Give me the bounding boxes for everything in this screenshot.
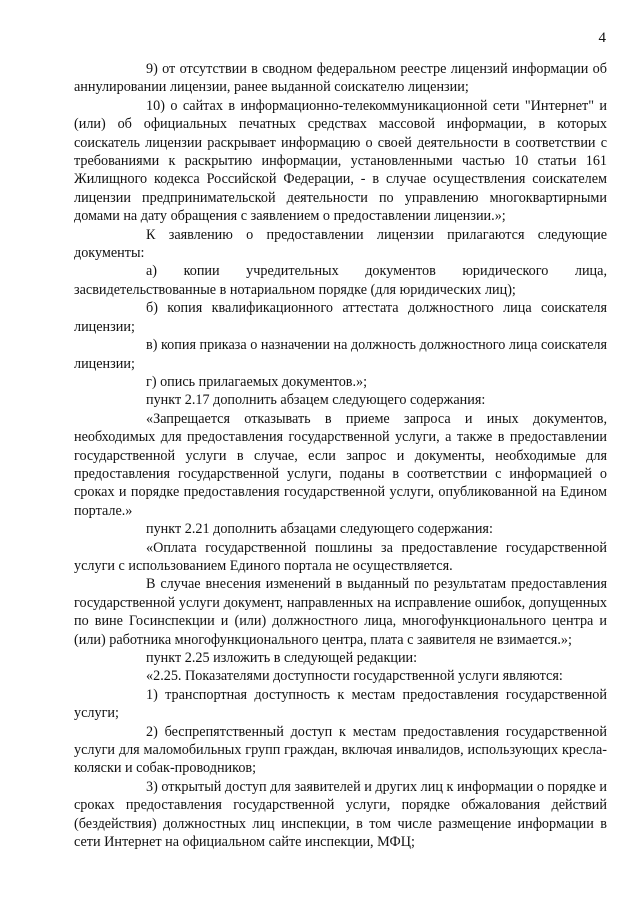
paragraph-attachment-b: б) копия квалификационного аттестата должностного лица соискателя лицензии; <box>74 300 607 335</box>
paragraph-indicator-3: 3) открытый доступ для заявителей и других лиц к информации о порядке и сроках предоставления государственной услуги, порядке обжалования действий (бездействия) должностных лиц инспекции, в том числе размещение информации в сети Интернет на официальном сайте инспекции, МФЦ; <box>74 778 607 851</box>
document-body <box>74 60 607 851</box>
paragraph-item-9: 9) от отсутствии в сводном федеральном реестре лицензий информации об аннулировании лицензии, ранее выданной соискателю лицензии; <box>74 61 607 96</box>
paragraph-clause-2-21: пункт 2.21 дополнить абзацами следующего содержания: <box>146 521 493 538</box>
paragraph-clause-2-17: пункт 2.17 дополнить абзацем следующего содержания: <box>146 392 486 409</box>
paragraph-attachment-c: в) копия приказа о назначении на должность должностного лица соискателя лицензии; <box>74 337 607 372</box>
page-number: 4 <box>598 30 606 46</box>
paragraph-attachment-d: г) опись прилагаемых документов.»; <box>146 373 368 390</box>
paragraph-clause-2-25: пункт 2.25 изложить в следующей редакции: <box>146 650 418 666</box>
paragraph-indicator-1: 1) транспортная доступность к местам предоставления государственной услуги; <box>74 686 607 722</box>
paragraph-clause-2-21-text-2: В случае внесения изменений в выданный по результатам предоставления государственной услуги документ, направленных на исправление ошибок, допущенных по вине Госинспекции и (или) должностного лица, многофункционального центра и (или) работника многофункционального центра, плата с заявителя не взимается.»; <box>74 576 607 648</box>
paragraph-attachment-a: а) копии учредительных документов юридического лица, засвидетельствованные в нотариальном порядке (для юридических лиц); <box>74 263 607 298</box>
paragraph-clause-2-25-heading: «2.25. Показателями доступности государственной услуги являются: <box>146 668 563 685</box>
paragraph-clause-2-17-text: «Запрещается отказывать в приеме запроса и иных документов, необходимых для предоставления государственной услуги, а также в предоставлении государственной услуги в случае, если запрос и документы, необходимые для предоставления государственной услуги, поданы в соответствии с информацией о сроках и порядке предоставления государственной услуги, опубликованной на Едином портале.» <box>74 410 607 519</box>
paragraph-indicator-2: 2) беспрепятственный доступ к местам предоставления государственной услуги для маломобильных групп граждан, включая инвалидов, использующих кресла-коляски и собак-проводников; <box>74 723 607 777</box>
paragraph-item-10: 10) о сайтах в информационно-телекоммуникационной сети "Интернет" и (или) об официальных печатных средствах массовой информации, в которых соискатель лицензии раскрывает информацию о своей деятельности в соответствии с требованиями к раскрытию информации, установленными частью 10 статьи 161 Жилищного кодекса Российской Федерации, - в случае осуществления соискателем лицензии предпринимательской деятельности по управлению многоквартирными домами на дату обращения с заявлением о предоставлении лицензии.»; <box>74 97 607 225</box>
paragraph-attachments-intro: К заявлению о предоставлении лицензии прилагаются следующие документы: <box>74 226 607 262</box>
paragraph-clause-2-21-text-1: «Оплата государственной пошлины за предоставление государственной услуги с использованием Единого портала не осуществляется. <box>74 539 607 574</box>
